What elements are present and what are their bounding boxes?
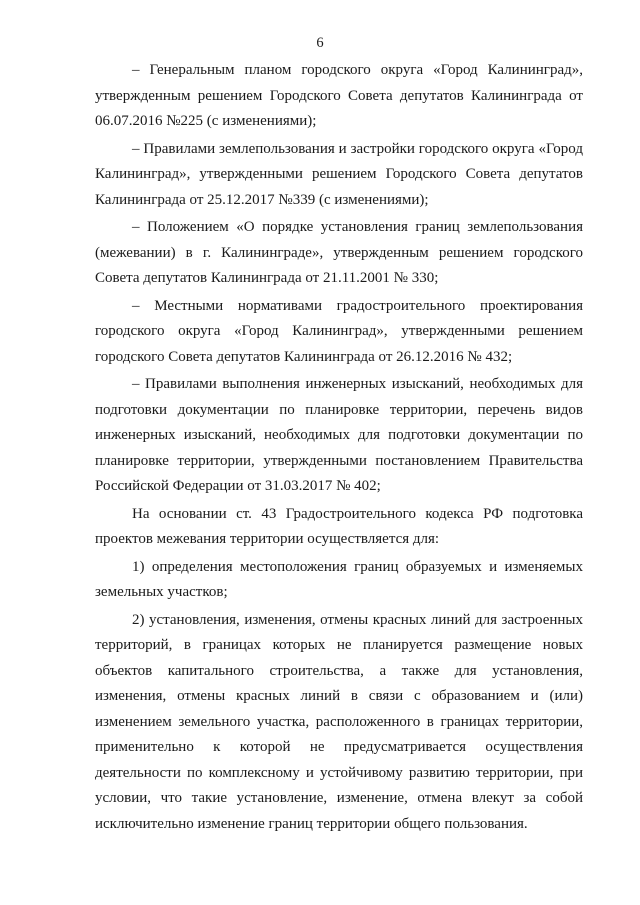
paragraph-general-plan: – Генеральным планом городского округа «Город Калининград», утвержденным решением Городского Совета депутатов Калининграда от 06.07.2016 №225 (с изменениями); bbox=[95, 62, 583, 129]
paragraph-land-use-rules: – Правилами землепользования и застройки городского округа «Город Калининград», утвержденными решением Городского Совета депутатов Калининграда от 25.12.2017 №339 (с изменениями); bbox=[95, 140, 583, 208]
paragraph-engineering-surveys: – Правилами выполнения инженерных изысканий, необходимых для подготовки документации по планировке территории, перечень видов инженерных изысканий, необходимых для подготовки документации по планировке территории, утвержденными постановлением Правительства Российской Федерации от 31.03.2017 № 402; bbox=[95, 376, 583, 494]
paragraph-legal-basis: На основании ст. 43 Градостроительного кодекса РФ подготовка проектов межевания территории осуществляется для: bbox=[95, 505, 583, 547]
paragraph-boundary-regulation: – Положением «О порядке установления границ землепользования (межевании) в г. Калининграде», утвержденным решением городского Совета депутатов Калининграда от 21.11.2001 № 330; bbox=[95, 219, 583, 286]
paragraph-item-2: 2) установления, изменения, отмены красных линий для застроенных территорий, в границах которых не планируется размещение новых объектов капитального строительства, а также для установления, изменения, отмены красных линий в связи с образованием и (или) изменением земельного участка, расположенного в границах территории, применительно к которой не предусматривается осуществления деятельности по комплексному и устойчивому развитию территории, при условии, что такие установление, изменение, отмена влекут за собой исключительно изменение границ территории общего пользования. bbox=[95, 611, 583, 832]
paragraph-local-standards: – Местными нормативами градостроительного проектирования городского округа «Город Калининград», утвержденными решением городского Совета депутатов Калининграда от 26.12.2016 № 432; bbox=[95, 297, 583, 365]
paragraph-item-1: 1) определения местоположения границ образуемых и изменяемых земельных участков; bbox=[95, 558, 583, 600]
document-body bbox=[95, 58, 583, 837]
page-number: 6 bbox=[316, 35, 324, 51]
